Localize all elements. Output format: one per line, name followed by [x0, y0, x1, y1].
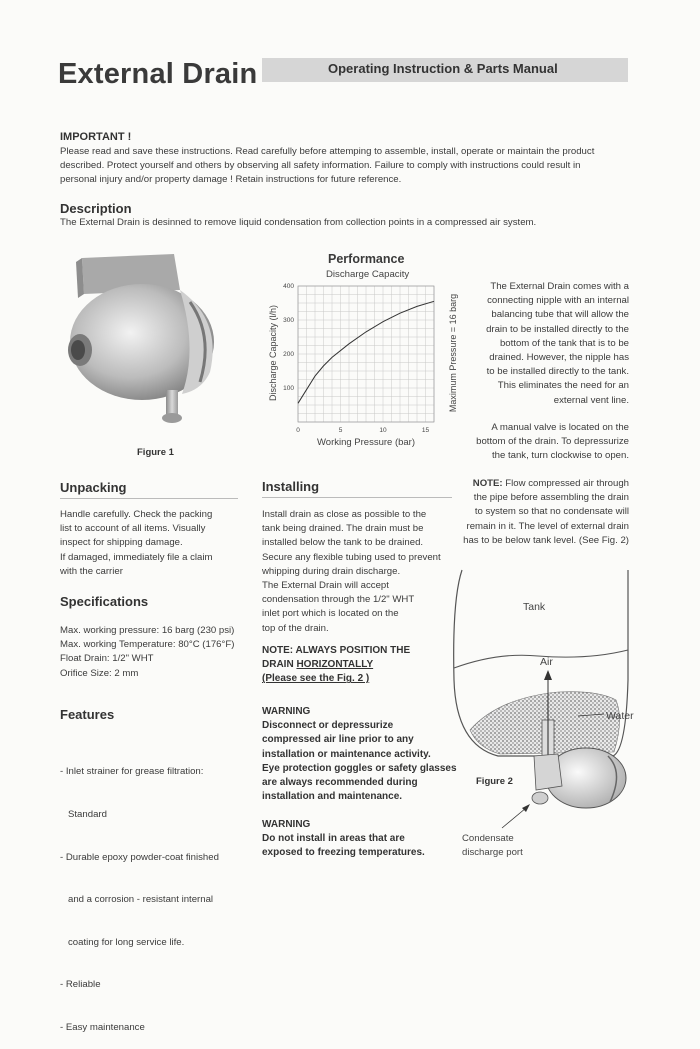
important-line: Please read and save these instructions. Read carefully before attemping to assemble, install, operate or maintain the product: [60, 146, 595, 157]
note-label: NOTE:: [472, 478, 503, 489]
warning-block-2: [262, 818, 425, 861]
drain-bracket: [534, 754, 562, 790]
title-banner: [262, 58, 628, 82]
feature-item: - Durable epoxy powder-coat finished: [60, 851, 219, 863]
right-line: bottom of the tank that is to be: [499, 337, 629, 349]
warning-line: Do not install in areas that are: [262, 833, 405, 845]
unpacking-heading: Unpacking: [60, 480, 238, 499]
port-pointer: [502, 808, 526, 828]
port-label-line2: discharge port: [462, 847, 523, 858]
warning-line: exposed to freezing temperatures.: [262, 847, 425, 859]
important-line: personal injury and/or property damage ! Retain instructions for future reference.: [60, 174, 402, 186]
tank-label: Tank: [523, 601, 546, 613]
warning-line: Disconnect or depressurize: [262, 720, 394, 732]
air-label: Air: [540, 656, 553, 668]
warning-heading: WARNING: [262, 706, 311, 717]
right-line: A manual valve is located on the: [491, 422, 629, 433]
x-tick-label: 0: [296, 427, 300, 434]
unpacking-line: Handle carefully. Check the packing: [60, 509, 213, 520]
specifications-text: [60, 624, 234, 681]
tank-diagram: [438, 560, 668, 870]
horizontal-note: [262, 644, 410, 687]
y-axis-label: Discharge Capacity (l/h): [268, 304, 278, 402]
unpacking-line: list to account of all items. Visually: [60, 523, 206, 535]
max-pressure-label: Maximum Pressure = 16 barg: [448, 293, 458, 413]
chart-title: Performance: [328, 252, 405, 266]
description-heading: Description: [60, 201, 132, 216]
important-text: [60, 145, 660, 188]
installing-line: The External Drain will accept: [262, 580, 389, 592]
feature-item: - Easy maintenance: [60, 1022, 145, 1034]
installing-line: top of the drain.: [262, 622, 329, 634]
x-tick-label: 15: [421, 427, 430, 434]
right-line: The External Drain comes with a: [490, 281, 629, 292]
installing-line: Install drain as close as possible to the: [262, 509, 427, 520]
unpacking-line: with the carrier: [60, 565, 123, 577]
right-line: drain to be installed directly to the: [486, 323, 629, 335]
feature-item: - Inlet strainer for grease filtration:: [60, 766, 204, 778]
warning-heading: WARNING: [262, 819, 311, 830]
note-emphasis: HORIZONTALLY: [296, 659, 374, 671]
right-line: balancing tube that will allow the: [491, 309, 629, 321]
x-tick-label: 5: [338, 427, 343, 434]
feature-item: Standard: [60, 809, 107, 821]
warning-line: Eye protection goggles or safety glasses: [262, 762, 457, 774]
right-line: to system so that no condensate will: [474, 506, 629, 518]
right-line: connecting nipple with an internal: [487, 295, 629, 307]
right-line: bottom of the drain. To depressurize: [476, 436, 629, 448]
installing-line: inlet port which is located on the: [262, 608, 399, 620]
installing-line: whipping during drain discharge.: [262, 565, 401, 577]
installing-line: tank being drained. The drain must be: [262, 523, 424, 535]
installing-text: [262, 508, 441, 636]
y-tick-label: 400: [283, 283, 294, 290]
features-list: [60, 737, 219, 1049]
air-arrow-head: [544, 670, 552, 680]
installing-line: condensation through the 1/2" WHT: [262, 594, 415, 606]
drain-photo: [62, 250, 232, 430]
right-line: to be installed directly to the tank.: [486, 366, 629, 378]
note-line: (Please see the Fig. 2 ): [262, 673, 370, 685]
right-description: [438, 280, 629, 408]
banner-text: Operating Instruction & Parts Manual: [328, 61, 558, 76]
note-line: NOTE: ALWAYS POSITION THE: [262, 645, 411, 656]
right-line: the pipe before assembling the drain: [473, 492, 629, 504]
right-line: drained. However, the nipple has: [489, 352, 629, 364]
right-line: the tank, turn clockwise to open.: [491, 450, 629, 462]
installing-line: Secure any flexible tubing used to prevent: [262, 551, 441, 563]
warning-line: compressed air line prior to any: [262, 734, 414, 746]
note-line: DRAIN: [262, 659, 297, 671]
feature-item: and a corrosion - resistant internal: [60, 894, 214, 906]
installing-heading: Installing: [262, 479, 452, 498]
spec-line: Max. working Temperature: 80°C (176°F): [60, 639, 235, 651]
right-line: external vent line.: [553, 394, 629, 406]
y-tick-label: 200: [283, 351, 294, 358]
specifications-heading: Specifications: [60, 594, 149, 609]
unpacking-line: inspect for shipping damage.: [60, 537, 183, 549]
discharge-port: [532, 792, 548, 804]
unpacking-line: If damaged, immediately file a claim: [60, 551, 213, 563]
water-label: Water: [606, 710, 634, 722]
chart-ticks: [283, 283, 429, 434]
y-tick-label: 300: [283, 317, 294, 324]
y-tick-label: 100: [283, 385, 294, 392]
important-heading: IMPORTANT !: [60, 131, 132, 143]
figure2-caption: Figure 2: [476, 776, 513, 787]
spec-line: Orifice Size: 2 mm: [60, 667, 139, 679]
warning-line: installation and maintenance.: [262, 791, 403, 803]
manual-valve-text: [438, 421, 629, 464]
installing-line: installed below the tank to be drained.: [262, 537, 424, 549]
important-line: described. Protect yourself and others by observing all safety information. Failure to comply with instructions could result in: [60, 160, 581, 172]
right-line: This eliminates the need for an: [497, 380, 629, 392]
warning-block-1: [262, 705, 457, 804]
right-line: has to be below tank level. (See Fig. 2): [463, 534, 629, 546]
feature-item: coating for long service life.: [60, 936, 185, 948]
unpacking-text: [60, 508, 213, 579]
feature-item: - Reliable: [60, 979, 101, 991]
chart-subtitle: Discharge Capacity: [326, 269, 410, 280]
x-axis-label: Working Pressure (bar): [316, 437, 416, 448]
figure1-caption: Figure 1: [137, 447, 174, 458]
warning-line: are always recommended during: [262, 777, 418, 789]
right-line: remain in it. The level of external drain: [466, 520, 629, 532]
port-label-line1: Condensate: [462, 833, 514, 844]
spec-line: Max. working pressure: 16 barg (230 psi): [60, 625, 235, 636]
description-text: The External Drain is desinned to remove liquid condensation from collection points in a compressed air system.: [60, 217, 537, 228]
x-tick-label: 10: [379, 427, 387, 434]
spec-line: Float Drain: 1/2" WHT: [60, 653, 154, 665]
warning-line: installation or maintenance activity.: [262, 748, 431, 760]
note-first-line: Flow compressed air through: [502, 478, 629, 489]
features-heading: Features: [60, 707, 115, 722]
page-title: External Drain: [58, 58, 258, 90]
chart-grid: [298, 286, 434, 422]
